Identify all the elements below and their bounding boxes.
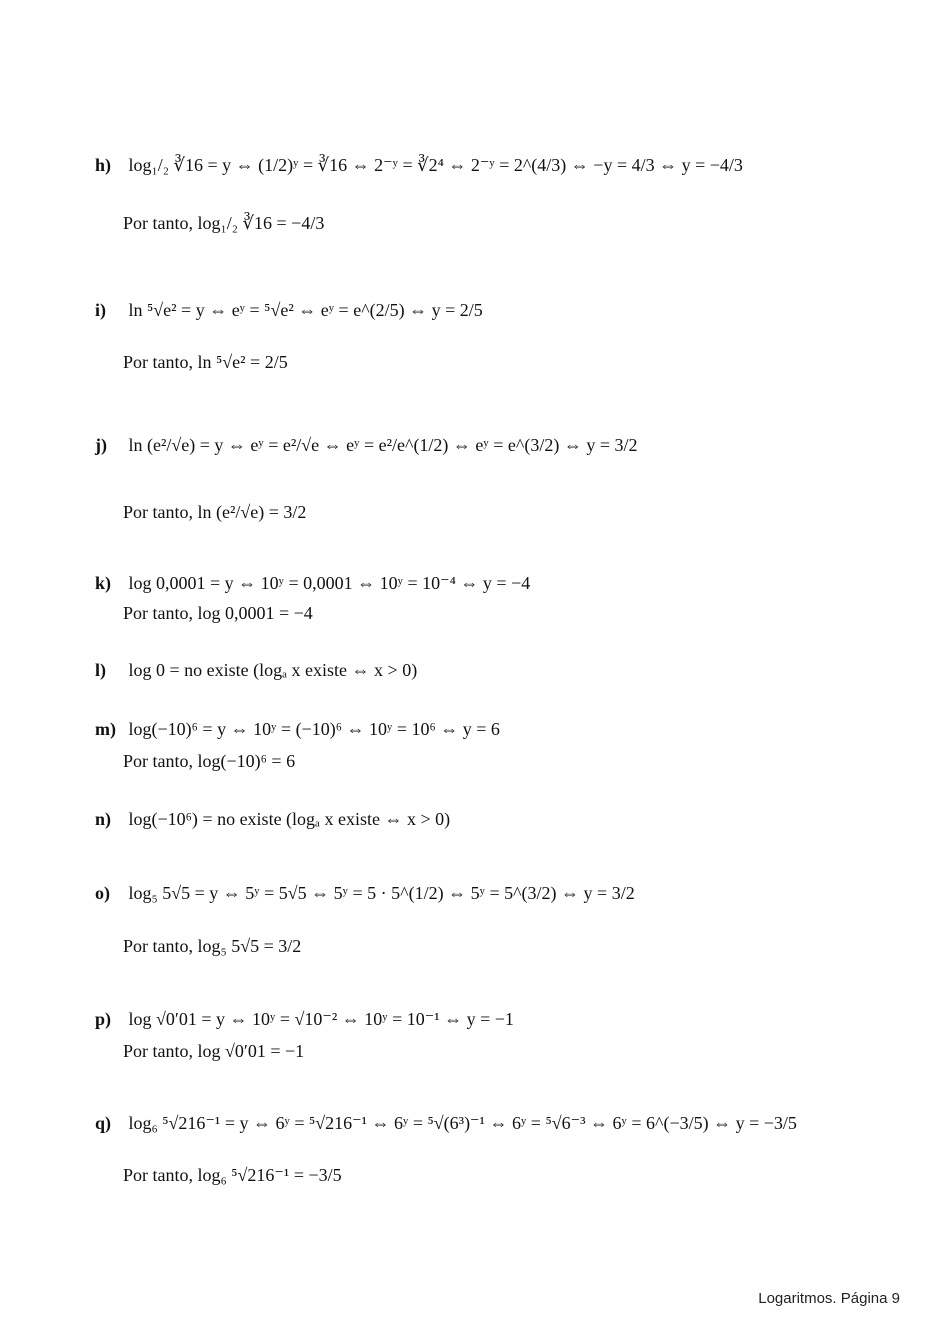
exercise-k xyxy=(95,573,530,594)
exercise-label: i) xyxy=(95,300,106,320)
exercise-label: h) xyxy=(95,155,112,175)
exercise-result: Por tanto, log 0,0001 = −4 xyxy=(123,603,313,623)
exercise-steps: log(−10)⁶ = y ⇔ 10ʸ = (−10)⁶ ⇔ 10ʸ = 10⁶ ⇔ y = 6 xyxy=(128,719,500,739)
exercise-i xyxy=(95,300,483,321)
exercise-label: l) xyxy=(95,660,106,680)
exercise-steps: log √0′01 = y ⇔ 10ʸ = √10⁻² ⇔ 10ʸ = 10⁻¹ ⇔ y = −1 xyxy=(128,1009,514,1029)
exercise-steps: log(−10⁶) = no existe (logₐ x existe ⇔ x > 0) xyxy=(128,809,451,829)
exercise-result: Por tanto, log₁/₂ ∛16 = −4/3 xyxy=(123,213,325,233)
exercise-steps: log 0 = no existe (logₐ x existe ⇔ x > 0) xyxy=(128,660,418,680)
exercise-result: Por tanto, log(−10)⁶ = 6 xyxy=(123,751,296,771)
exercise-steps: log 0,0001 = y ⇔ 10ʸ = 0,0001 ⇔ 10ʸ = 10⁻⁴ ⇔ y = −4 xyxy=(128,573,531,593)
exercise-o xyxy=(95,883,635,904)
exercise-steps: ln ⁵√e² = y ⇔ eʸ = ⁵√e² ⇔ eʸ = e^(2/5) ⇔ y = 2/5 xyxy=(128,300,483,320)
exercise-n xyxy=(95,809,450,830)
exercise-steps: ln (e²/√e) = y ⇔ eʸ = e²/√e ⇔ eʸ = e²/e^(1/2) ⇔ eʸ = e^(3/2) ⇔ y = 3/2 xyxy=(128,435,638,455)
exercise-q xyxy=(95,1113,797,1134)
exercise-steps: log₆ ⁵√216⁻¹ = y ⇔ 6ʸ = ⁵√216⁻¹ ⇔ 6ʸ = ⁵√(6³)⁻¹ ⇔ 6ʸ = ⁵√6⁻³ ⇔ 6ʸ = 6^(−3/5) ⇔ y = −3/5 xyxy=(128,1113,797,1133)
exercise-label: o) xyxy=(95,883,110,903)
exercise-result: Por tanto, log₆ ⁵√216⁻¹ = −3/5 xyxy=(123,1165,342,1185)
exercise-steps: log₅ 5√5 = y ⇔ 5ʸ = 5√5 ⇔ 5ʸ = 5 · 5^(1/2) ⇔ 5ʸ = 5^(3/2) ⇔ y = 3/2 xyxy=(128,883,635,903)
exercise-label: j) xyxy=(95,435,107,455)
page-footer: Logaritmos. Página 9 xyxy=(758,1290,900,1307)
exercise-result: Por tanto, ln ⁵√e² = 2/5 xyxy=(123,352,288,372)
exercise-label: q) xyxy=(95,1113,112,1133)
exercise-steps: log₁/₂ ∛16 = y ⇔ (1/2)ʸ = ∛16 ⇔ 2⁻ʸ = ∛2⁴ ⇔ 2⁻ʸ = 2^(4/3) ⇔ −y = 4/3 ⇔ y = −4/3 xyxy=(128,155,743,175)
exercise-l xyxy=(95,660,417,681)
exercise-m xyxy=(95,719,500,740)
exercise-result: Por tanto, log₅ 5√5 = 3/2 xyxy=(123,936,302,956)
exercise-result: Por tanto, ln (e²/√e) = 3/2 xyxy=(123,502,307,522)
exercise-p xyxy=(95,1009,514,1030)
exercise-j xyxy=(95,435,638,456)
exercise-label: p) xyxy=(95,1009,112,1029)
exercise-label: n) xyxy=(95,809,112,829)
exercise-label: m) xyxy=(95,719,116,739)
exercise-label: k) xyxy=(95,573,112,593)
exercise-h xyxy=(95,155,743,176)
exercise-result: Por tanto, log √0′01 = −1 xyxy=(123,1041,305,1061)
